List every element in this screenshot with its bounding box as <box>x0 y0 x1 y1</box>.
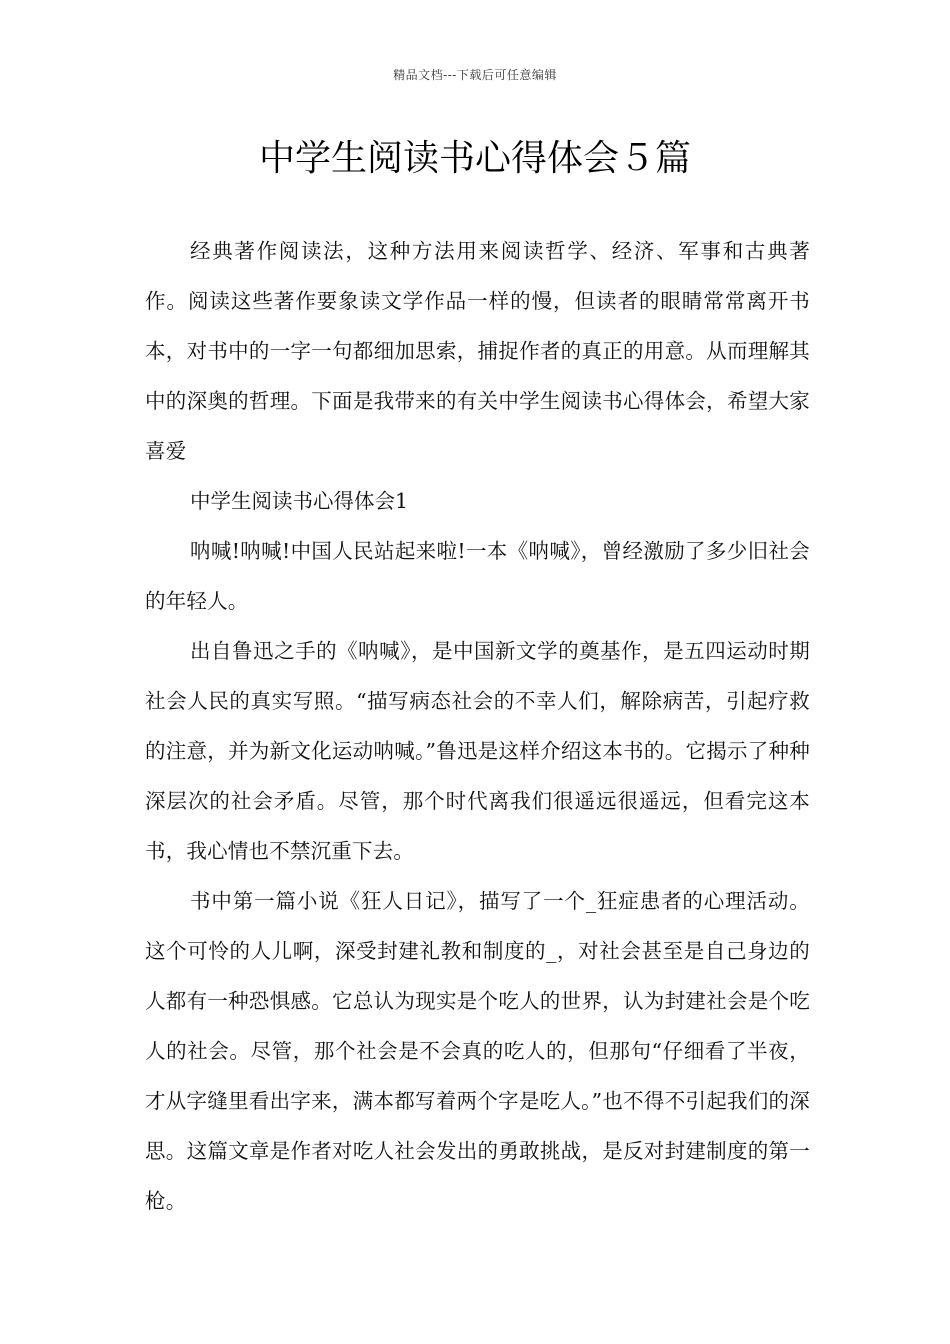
body-paragraph: 呐喊!呐喊!中国人民站起来啦!一本《呐喊》，曾经激励了多少旧社会的年轻人。 <box>145 539 810 613</box>
section-heading: 中学生阅读书心得体会1 <box>190 489 409 513</box>
document-body <box>145 226 810 1226</box>
header-note: 精品文档---下载后可任意编辑 <box>393 68 557 82</box>
body-paragraph: 出自鲁迅之手的《呐喊》，是中国新文学的奠基作，是五四运动时期社会人民的真实写照。“描写病态社会的不幸人们，解除病苦，引起疗救的注意，并为新文化运动呐喊。”鲁迅是这样介绍这本书的。它揭示了种种深层次的社会矛盾。尽管，那个时代离我们很遥远很遥远，但看完这本书，我心情也不禁沉重下去。 <box>145 639 810 863</box>
intro-paragraph: 经典著作阅读法，这种方法用来阅读哲学、经济、军事和古典著作。阅读这些著作要象读文学作品一样的慢，但读者的眼睛常常离开书本，对书中的一字一句都细加思索，捕捉作者的真正的用意。从而理解其中的深奥的哲理。下面是我带来的有关中学生阅读书心得体会，希望大家喜爱 <box>145 239 810 463</box>
body-paragraph: 书中第一篇小说《狂人日记》，描写了一个_狂症患者的心理活动。这个可怜的人儿啊，深受封建礼教和制度的_，对社会甚至是自己身边的人都有一种恐惧感。它总认为现实是个吃人的世界，认为封建社会是个吃人的社会。尽管，那个社会是不会真的吃人的，但那句“仔细看了半夜，才从字缝里看出字来，满本都写着两个字是吃人。”也不得不引起我们的深思。这篇文章是作者对吃人社会发出的勇敢挑战，是反对封建制度的第一枪。 <box>145 889 810 1213</box>
document-title: 中学生阅读书心得体会５篇 <box>258 138 691 179</box>
